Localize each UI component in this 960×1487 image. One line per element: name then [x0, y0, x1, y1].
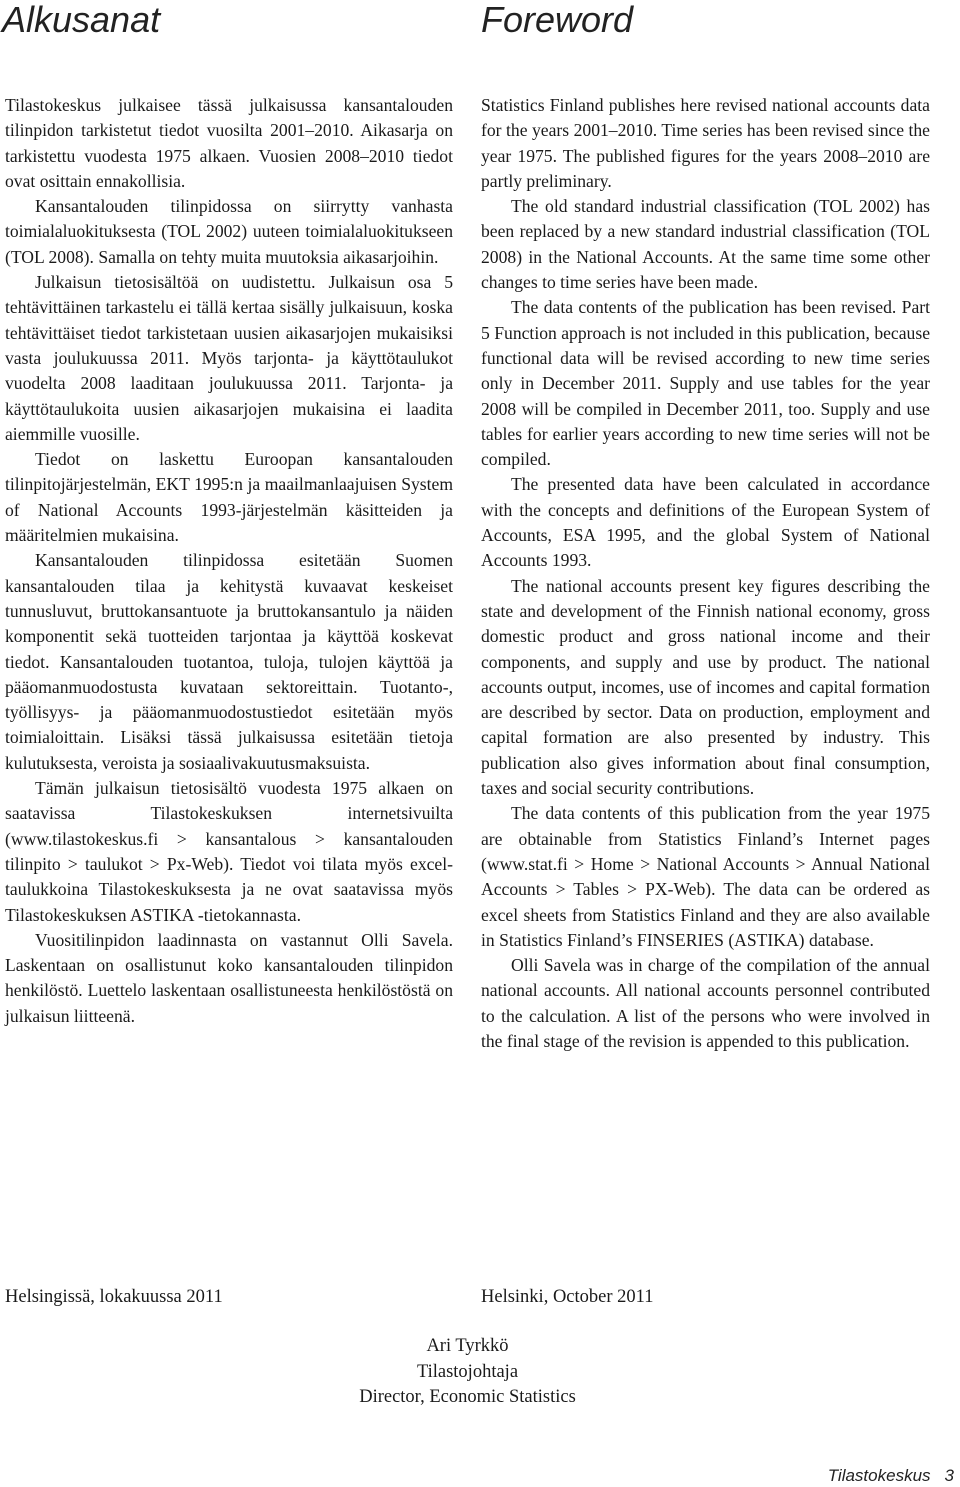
finnish-paragraph-7: Vuositilinpidon laadinnasta on vastannut Olli Savela. Laskentaan on osallistunut koko kansantalouden tilinpidon henkilöstö. Luettelo laskentaan osallistuneesta henkilöstöstä on julkaisun liitteenä.: [5, 929, 453, 1026]
finnish-paragraph-4: Tiedot on laskettu Euroopan kansantalouden tilinpitojärjestelmän, EKT 1995:n ja maailmanlaajuisen System of National Accounts 1993-järjestelmän käsitteiden ja määritelmien mukaisina.: [5, 449, 453, 546]
signature-block: [0, 1334, 935, 1411]
heading-english: Foreword: [481, 0, 634, 40]
finnish-paragraph-3: Julkaisun tietosisältöä on uudistettu. Julkaisun osa 5 tehtävittäinen tarkastelu ei tällä kertaa sisälly julkaisuun, koska tehtävittäiset tiedot tarkistetaan uusien aikasarjojen mukaisiksi vasta joulukuussa 2011. Myös tarjonta- ja käyttötaulukot vuodelta 2008 laaditaan joulukuussa 2011. Tarjonta- ja käyttötaulukoita uusien aikasarjojen mukaisina ei laadita aiemmille vuosille.: [5, 272, 453, 444]
footer-publisher: Tilastokeskus: [827, 1466, 931, 1485]
page-number: 3: [944, 1466, 954, 1485]
finnish-signoff: Helsingissä, lokakuussa 2011: [5, 1287, 223, 1307]
signatory-name: Ari Tyrkkö: [426, 1336, 509, 1356]
english-paragraph-7: Olli Savela was in charge of the compilation of the annual national accounts. All national accounts personnel contributed to the calculation. A list of the persons who were involved in the final stage of the revision is appended to this publication.: [481, 955, 930, 1051]
english-paragraph-6: The data contents of this publication from the year 1975 are obtainable from Statistics Finland’s Internet pages (www.stat.fi > Home > National Accounts > Annual National Accounts > Tables > PX-Web). The data can be ordered as excel sheets from Statistics Finland and they are also available in Statistics Finland’s FINSERIES (ASTIKA) database.: [481, 803, 930, 950]
english-paragraph-1: Statistics Finland publishes here revised national accounts data for the years 2001–2010. Time series has been revised since the year 1975. The published figures for the years 2008–2010 are partly preliminary.: [481, 95, 930, 191]
signatory-title-finnish: Tilastojohtaja: [416, 1361, 519, 1382]
finnish-paragraph-5: Kansantalouden tilinpidossa esitetään Suomen kansantalouden tilaa ja kehitystä kuvaavat keskeiset tunnusluvut, bruttokansantuote ja bruttokansantulo ja näiden komponentit sekä tuotteiden tarjontaa ja käyttöä koskevat tiedot. Kansantalouden tuotantoa, tuloja, tulojen käyttöä ja pääomanmuodostusta kuvataan sektoreittain. Tuotanto-, työllisyys- ja pääomanmuodostustiedot esitetään myös toimialoittain. Lisäksi tässä julkaisussa esitetään tietoja kulutuksesta, veroista ja sosiaalivakuutusmaksuista.: [5, 550, 453, 773]
english-signoff: Helsinki, October 2011: [481, 1287, 654, 1307]
english-column: [481, 93, 930, 1054]
finnish-column: [5, 93, 453, 1029]
finnish-paragraph-6: Tämän julkaisun tietosisältö vuodesta 1975 alkaen on saatavissa Tilastokeskuksen internetsivuilta (www.tilastokeskus.fi > kansantalous > kansantalouden tilinpito > taulukot > Px-Web). Tiedot voi tilata myös excel-taulukkoina Tilastokeskuksesta ja ne ovat saatavissa myös Tilastokeskuksen ASTIKA -tietokannasta.: [5, 778, 453, 925]
english-paragraph-4: The presented data have been calculated in accordance with the concepts and definitions of the European System of Accounts, ESA 1995, and the global System of National Accounts 1993.: [481, 474, 930, 571]
english-paragraph-2: The old standard industrial classification (TOL 2002) has been replaced by a new standard industrial classification (TOL 2008) in the National Accounts. At the same time some other changes to time series have been made.: [481, 196, 930, 293]
english-paragraph-3: The data contents of the publication has been revised. Part 5 Function approach is not included in this publication, because functional data will be revised according to new time series only in December 2011. Supply and use tables for the year 2008 will be compiled in December 2011, too. Supply and use tables for earlier years according to new time series will not be compiled.: [481, 297, 930, 470]
finnish-paragraph-1: Tilastokeskus julkaisee tässä julkaisussa kansantalouden tilinpidon tarkistetut tiedot vuosilta 2001–2010. Aikasarja on tarkistettu vuodesta 1975 alkaen. Vuosien 2008–2010 tiedot ovat osittain ennakollisia.: [5, 95, 453, 191]
english-paragraph-5: The national accounts present key figures describing the state and development of the Finnish national economy, gross domestic product and gross national income and their components, and supply and use by product. The national accounts output, incomes, use of incomes and capital formation are described by sector. Data on production, employment and capital formation are also presented by industry. This publication also gives information about final consumption, taxes and social security contributions.: [481, 575, 930, 799]
heading-finnish: Alkusanat: [2, 0, 161, 40]
finnish-paragraph-2: Kansantalouden tilinpidossa on siirrytty vanhasta toimialaluokituksesta (TOL 2002) uuteen toimialaluokitukseen (TOL 2008). Samalla on tehty muita muutoksia aikasarjoihin.: [5, 196, 453, 267]
signatory-title-english: Director, Economic Statistics: [359, 1387, 576, 1407]
page-footer: [828, 1466, 954, 1486]
